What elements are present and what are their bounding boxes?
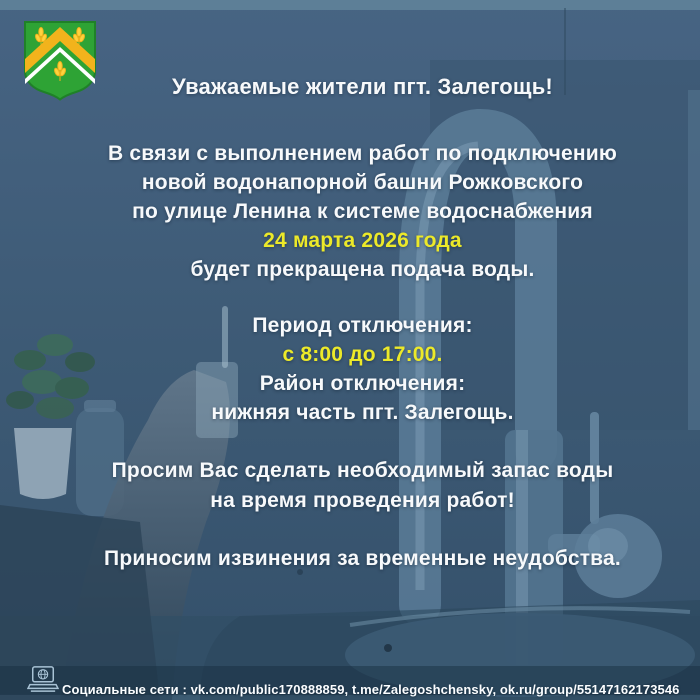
social-links-text: Социальные сети : vk.com/public170888859, t.me/Zalegoshchensky, ok.ru/group/55147162173546: [62, 682, 680, 697]
intro-line-1: В связи с выполнением работ по подключению: [107, 142, 618, 165]
laptop-globe-icon: [27, 665, 59, 693]
district-value: нижняя часть пгт. Залегощь.: [211, 401, 514, 424]
shutdown-details: [25, 311, 700, 427]
period-value: с 8:00 до 17:00.: [282, 343, 443, 366]
intro-line-3: по улице Ленина к системе водоснабжения: [132, 200, 593, 223]
shutdown-consequence: будет прекращена подача воды.: [190, 258, 535, 281]
shutdown-date: 24 марта 2026 года: [263, 229, 462, 252]
request-line-1: Просим Вас сделать необходимый запас воды: [111, 459, 614, 482]
intro-line-2: новой водонапорной башни Рожковского: [141, 171, 584, 194]
water-stock-request: [25, 456, 700, 516]
page-title: Уважаемые жители пгт. Залегощь!: [172, 74, 553, 99]
top-strip: [0, 0, 700, 10]
district-label: Район отключения:: [259, 372, 466, 395]
intro-paragraph: [25, 139, 700, 284]
request-line-2: на время проведения работ!: [210, 489, 515, 512]
apology-line: Приносим извинения за временные неудобства.: [104, 547, 621, 570]
period-label: Период отключения:: [252, 314, 473, 337]
